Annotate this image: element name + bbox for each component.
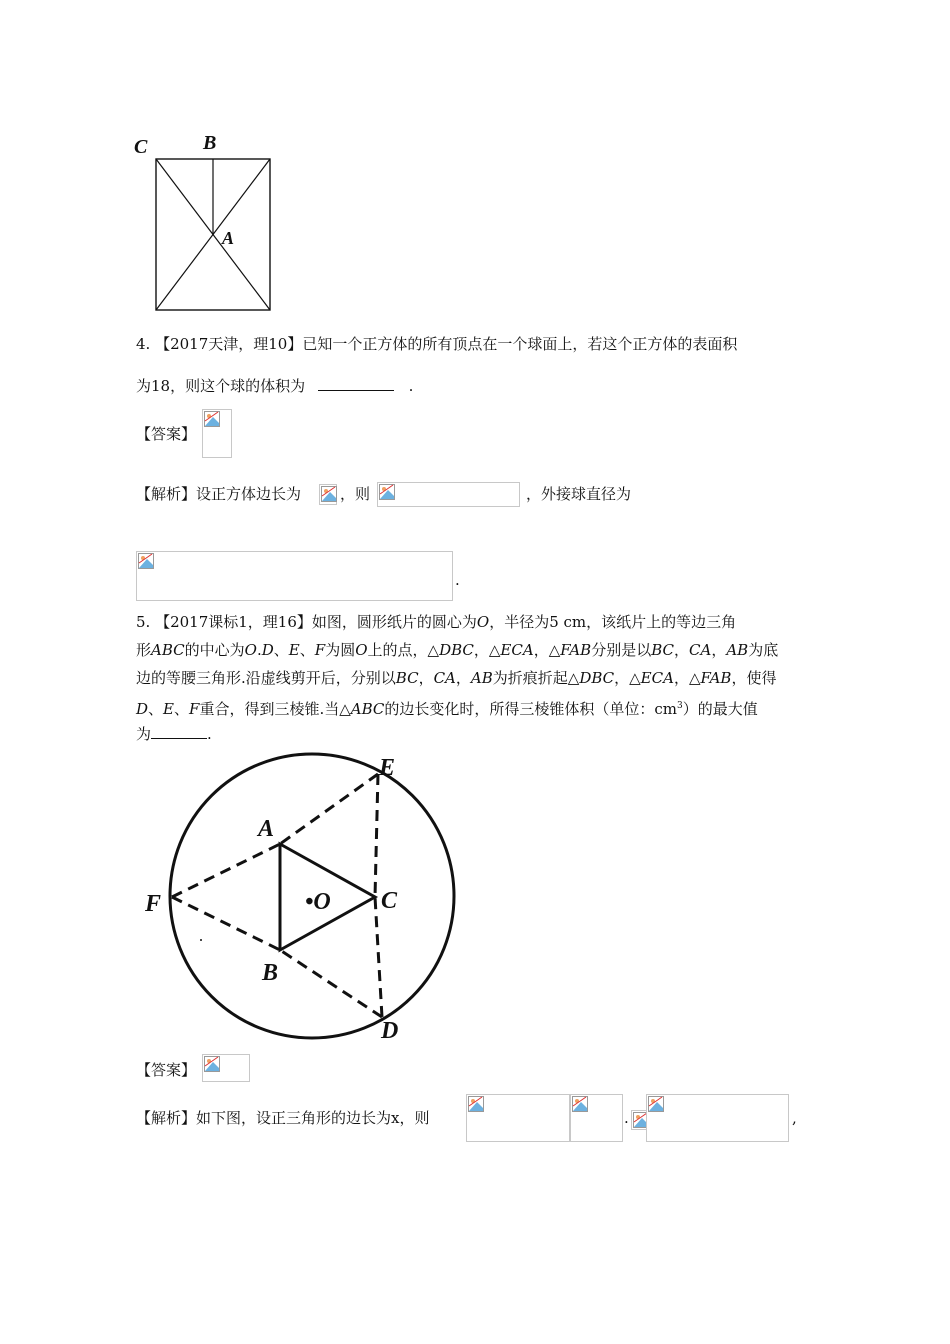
q5-analysis-text-1: 如下图，设正三角形的边长为x，则 xyxy=(196,1109,430,1127)
q4-analysis-label: 【解析】 xyxy=(136,485,197,503)
circle-figure xyxy=(140,752,470,1050)
q5-text: ，△ xyxy=(614,669,641,687)
q4-answer-blank xyxy=(318,376,394,391)
q5-text: ，△ xyxy=(673,669,701,687)
q5-text: 为折痕折起△ xyxy=(492,669,580,687)
q5-math: ABC xyxy=(151,641,185,659)
q5-math: AB xyxy=(470,669,493,687)
q5-math: O xyxy=(355,641,368,659)
q5-text: ，△ xyxy=(473,641,501,659)
q5-analysis-dot: . xyxy=(624,1109,629,1127)
broken-image-icon xyxy=(204,411,220,427)
q5-text: 的边长变化时，所得三棱锥体积（单位：cm xyxy=(384,700,678,718)
label-a: A xyxy=(258,816,275,842)
q5-text: . xyxy=(207,725,212,743)
q5-math: CA xyxy=(433,669,456,687)
q4-analysis-text-1: 设正方体边长为 xyxy=(196,485,302,503)
q5-math: BC xyxy=(395,669,419,687)
q4-line-2-text: 为18，则这个球的体积为 xyxy=(136,377,306,395)
broken-image-icon xyxy=(321,486,337,502)
q5-math: ECA xyxy=(500,641,534,659)
q5-formula-image-1 xyxy=(466,1094,570,1142)
q5-formula-image-2 xyxy=(570,1094,623,1142)
q5-text: ）的最大值 xyxy=(682,700,758,718)
q4-formula-image-2 xyxy=(136,551,453,601)
q4-line-1: 4. 【2017天津，理10】已知一个正方体的所有顶点在一个球面上，若这个正方体的表面积 xyxy=(136,335,738,353)
q5-text: 为 xyxy=(136,725,152,743)
label-o: •O xyxy=(305,889,331,915)
q5-line-1-o: O xyxy=(476,613,490,631)
q5-math: D xyxy=(136,700,149,718)
q5-text: ， xyxy=(711,641,727,659)
label-b: B xyxy=(262,960,279,986)
q5-math: F xyxy=(189,700,200,718)
label-c: C xyxy=(381,888,398,914)
q4-line-2-end: . xyxy=(408,377,414,395)
q5-text: 、 xyxy=(273,641,289,659)
broken-image-icon xyxy=(468,1096,484,1112)
small-dot xyxy=(200,939,202,941)
q5-math: ABC xyxy=(350,700,385,718)
q5-text: ，△ xyxy=(533,641,561,659)
q4-edge-image xyxy=(319,484,337,505)
q4-answer-label: 【答案】 xyxy=(136,425,197,443)
q5-text: 的中心为 xyxy=(184,641,245,659)
q5-text: 为底 xyxy=(748,641,779,659)
q5-math: ECA xyxy=(640,669,674,687)
q5-superscript: 3 xyxy=(677,701,683,711)
q5-text: 分别是以 xyxy=(591,641,652,659)
label-f: F xyxy=(145,891,162,917)
q5-text: ，使得 xyxy=(731,669,777,687)
label-c: C xyxy=(134,136,148,158)
q5-math: F xyxy=(314,641,326,659)
q5-line-3 xyxy=(136,668,776,688)
q4-analysis-text-3: ，外接球直径为 xyxy=(526,485,632,503)
label-d: D xyxy=(381,1018,399,1044)
q5-math: AB xyxy=(726,641,749,659)
q5-text: 形 xyxy=(136,641,152,659)
broken-image-icon xyxy=(648,1096,664,1112)
q5-line-5 xyxy=(136,724,212,744)
q5-analysis-line xyxy=(136,1108,429,1128)
q5-text: ， xyxy=(418,669,434,687)
broken-image-icon xyxy=(379,484,395,500)
label-e: E xyxy=(379,755,396,781)
q5-text: 、 xyxy=(299,641,315,659)
q5-line-2 xyxy=(136,640,778,660)
q5-answer-blank xyxy=(151,724,207,739)
q5-math: D xyxy=(261,641,274,659)
q5-text: 、 xyxy=(148,700,164,718)
q5-math: E xyxy=(288,641,300,659)
dashed-fa xyxy=(172,844,280,897)
dashed-db xyxy=(280,950,382,1017)
label-b: B xyxy=(203,132,217,154)
q4-analysis-line xyxy=(136,484,301,504)
q5-text: ， xyxy=(455,669,471,687)
q5-math: O xyxy=(244,641,257,659)
label-a: A xyxy=(222,228,235,248)
q4-analysis-end: . xyxy=(455,571,460,589)
broken-image-icon xyxy=(572,1096,588,1112)
q5-math: FAB xyxy=(700,669,732,687)
q5-math: FAB xyxy=(560,641,592,659)
q5-line-4 xyxy=(136,696,758,719)
q4-formula-image-1 xyxy=(377,482,520,507)
q5-text: ， xyxy=(674,641,690,659)
q5-answer-image xyxy=(202,1054,250,1082)
q5-line-1 xyxy=(136,612,736,632)
q5-line-1-rest: ，半径为5 cm，该纸片上的等边三角 xyxy=(489,613,737,631)
q5-formula-image-4 xyxy=(646,1094,789,1142)
q5-text: 上的点，△ xyxy=(367,641,440,659)
q5-math: E xyxy=(163,700,174,718)
q5-math: CA xyxy=(689,641,712,659)
rectangle-figure xyxy=(130,128,290,318)
dashed-fb xyxy=(172,897,280,950)
q4-line-2 xyxy=(136,376,413,396)
q5-analysis-comma: , xyxy=(792,1109,797,1127)
q5-text: 、 xyxy=(174,700,190,718)
q5-math: BC xyxy=(651,641,674,659)
broken-image-icon xyxy=(204,1056,220,1072)
q5-text: . xyxy=(256,641,262,659)
q5-text: 重合，得到三棱锥.当△ xyxy=(199,700,351,718)
q5-math: DBC xyxy=(439,641,474,659)
q4-analysis-text-2: ，则 xyxy=(340,485,371,503)
q5-answer-label: 【答案】 xyxy=(136,1061,197,1079)
q5-line-1-text: 5. 【2017课标1，理16】如图，圆形纸片的圆心为 xyxy=(136,613,477,631)
q5-text: 为圆 xyxy=(325,641,356,659)
dashed-ec xyxy=(375,774,378,897)
dashed-dc xyxy=(375,897,382,1017)
broken-image-icon xyxy=(138,553,154,569)
q5-analysis-label: 【解析】 xyxy=(136,1109,197,1127)
dashed-ea xyxy=(280,774,378,844)
q5-math: DBC xyxy=(579,669,615,687)
q5-text: 边的等腰三角形.沿虚线剪开后，分别以 xyxy=(136,669,396,687)
q4-answer-image xyxy=(202,409,232,458)
